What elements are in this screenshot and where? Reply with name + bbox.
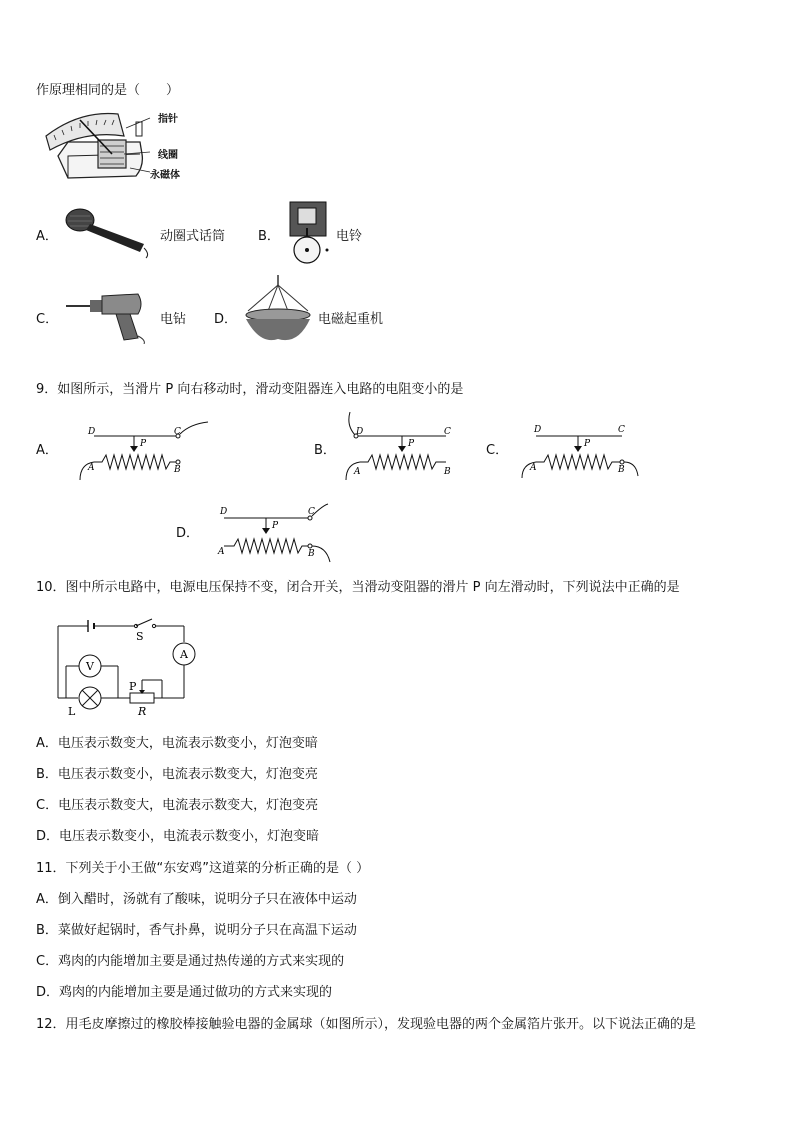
terminal-c-label: C xyxy=(444,427,451,437)
q8-option-c-label: 电钻 xyxy=(160,312,187,327)
q9-rheostat-a xyxy=(78,418,218,480)
q9-stem: 9．如图所示，当滑片 P 向右移动时，滑动变阻器连入电路的电阻变小的是 xyxy=(36,382,464,397)
q12-stem: 12．用毛皮摩擦过的橡胶棒接触验电器的金属球（如图所示），发现验电器的两个金属箔片张开。以下说法正确的是 xyxy=(36,1017,697,1032)
q9-rheostat-d xyxy=(212,500,338,564)
q8-option-b-label: 电铃 xyxy=(336,229,363,244)
ammeter-label: A xyxy=(180,648,188,661)
terminal-a-label: A xyxy=(354,467,361,477)
terminal-c-label: C xyxy=(308,507,315,517)
q8-option-b-letter: B． xyxy=(258,229,280,244)
coil-label: 线圈 xyxy=(158,150,178,161)
terminal-d-label: D xyxy=(356,427,364,437)
q11-option-b: B．菜做好起锅时，香气扑鼻，说明分子只在高温下运动 xyxy=(36,923,357,938)
rheostat-r-label: R xyxy=(138,705,147,718)
q9-option-b-letter: B． xyxy=(314,443,336,458)
terminal-c-label: C xyxy=(174,427,181,437)
q10-option-b: B．电压表示数变小，电流表示数变大，灯泡变亮 xyxy=(36,767,318,782)
slider-p-label: P xyxy=(584,439,591,449)
q8-stem-tail: 作原理相同的是（ ） xyxy=(36,83,180,98)
q11-option-a: A．倒入醋时，汤就有了酸味，说明分子只在液体中运动 xyxy=(36,892,357,907)
electric-bell-image xyxy=(286,200,334,266)
q9-option-d-letter: D． xyxy=(176,526,200,541)
terminal-d-label: D xyxy=(88,427,96,437)
terminal-b-label: B xyxy=(308,549,315,559)
q8-option-c-letter: C． xyxy=(36,312,59,327)
q10-option-d: D．电压表示数变小，电流表示数变小，灯泡变暗 xyxy=(36,829,320,844)
q9-rheostat-b xyxy=(342,412,462,482)
terminal-b-label: B xyxy=(444,467,451,477)
terminal-b-label: B xyxy=(174,465,181,475)
terminal-c-label: C xyxy=(618,425,625,435)
q8-option-d-letter: D． xyxy=(214,312,238,327)
terminal-b-label: B xyxy=(618,465,625,475)
q9-option-a-letter: A． xyxy=(36,443,58,458)
q10-option-a: A．电压表示数变大，电流表示数变小，灯泡变暗 xyxy=(36,736,318,751)
electromagnetic-crane-image xyxy=(240,275,316,347)
electric-drill-image xyxy=(64,284,154,344)
q11-stem: 11．下列关于小王做“东安鸡”这道菜的分析正确的是（ ） xyxy=(36,861,370,876)
q11-option-d: D．鸡肉的内能增加主要是通过做功的方式来实现的 xyxy=(36,985,333,1000)
switch-s-label: S xyxy=(136,630,144,643)
slider-p-label: P xyxy=(129,680,137,693)
q11-option-c: C．鸡肉的内能增加主要是通过热传递的方式来实现的 xyxy=(36,954,345,969)
terminal-a-label: A xyxy=(88,463,95,473)
slider-p-label: P xyxy=(408,439,415,449)
q8-option-a-label: 动圈式话筒 xyxy=(160,229,226,244)
slider-p-label: P xyxy=(272,521,279,531)
q10-option-c: C．电压表示数变大，电流表示数变大，灯泡变亮 xyxy=(36,798,319,813)
q8-option-a-letter: A． xyxy=(36,229,58,244)
voltmeter-label: V xyxy=(86,660,94,673)
magnet-label: 永磁体 xyxy=(150,170,180,181)
lamp-l-label: L xyxy=(68,705,76,718)
terminal-d-label: D xyxy=(534,425,542,435)
terminal-d-label: D xyxy=(220,507,228,517)
terminal-a-label: A xyxy=(218,547,225,557)
pointer-label: 指针 xyxy=(158,114,178,125)
q9-rheostat-c xyxy=(518,418,644,480)
q8-option-d-label: 电磁起重机 xyxy=(318,312,384,327)
q9-option-c-letter: C． xyxy=(486,443,509,458)
terminal-a-label: A xyxy=(530,463,537,473)
q10-circuit-diagram xyxy=(52,616,212,720)
microphone-image xyxy=(62,204,154,260)
q10-stem: 10．图中所示电路中，电源电压保持不变，闭合开关，当滑动变阻器的滑片 P 向左滑动时，下列说法中正确的是 xyxy=(36,580,680,595)
galvanometer-figure xyxy=(40,106,190,188)
slider-p-label: P xyxy=(140,439,147,449)
